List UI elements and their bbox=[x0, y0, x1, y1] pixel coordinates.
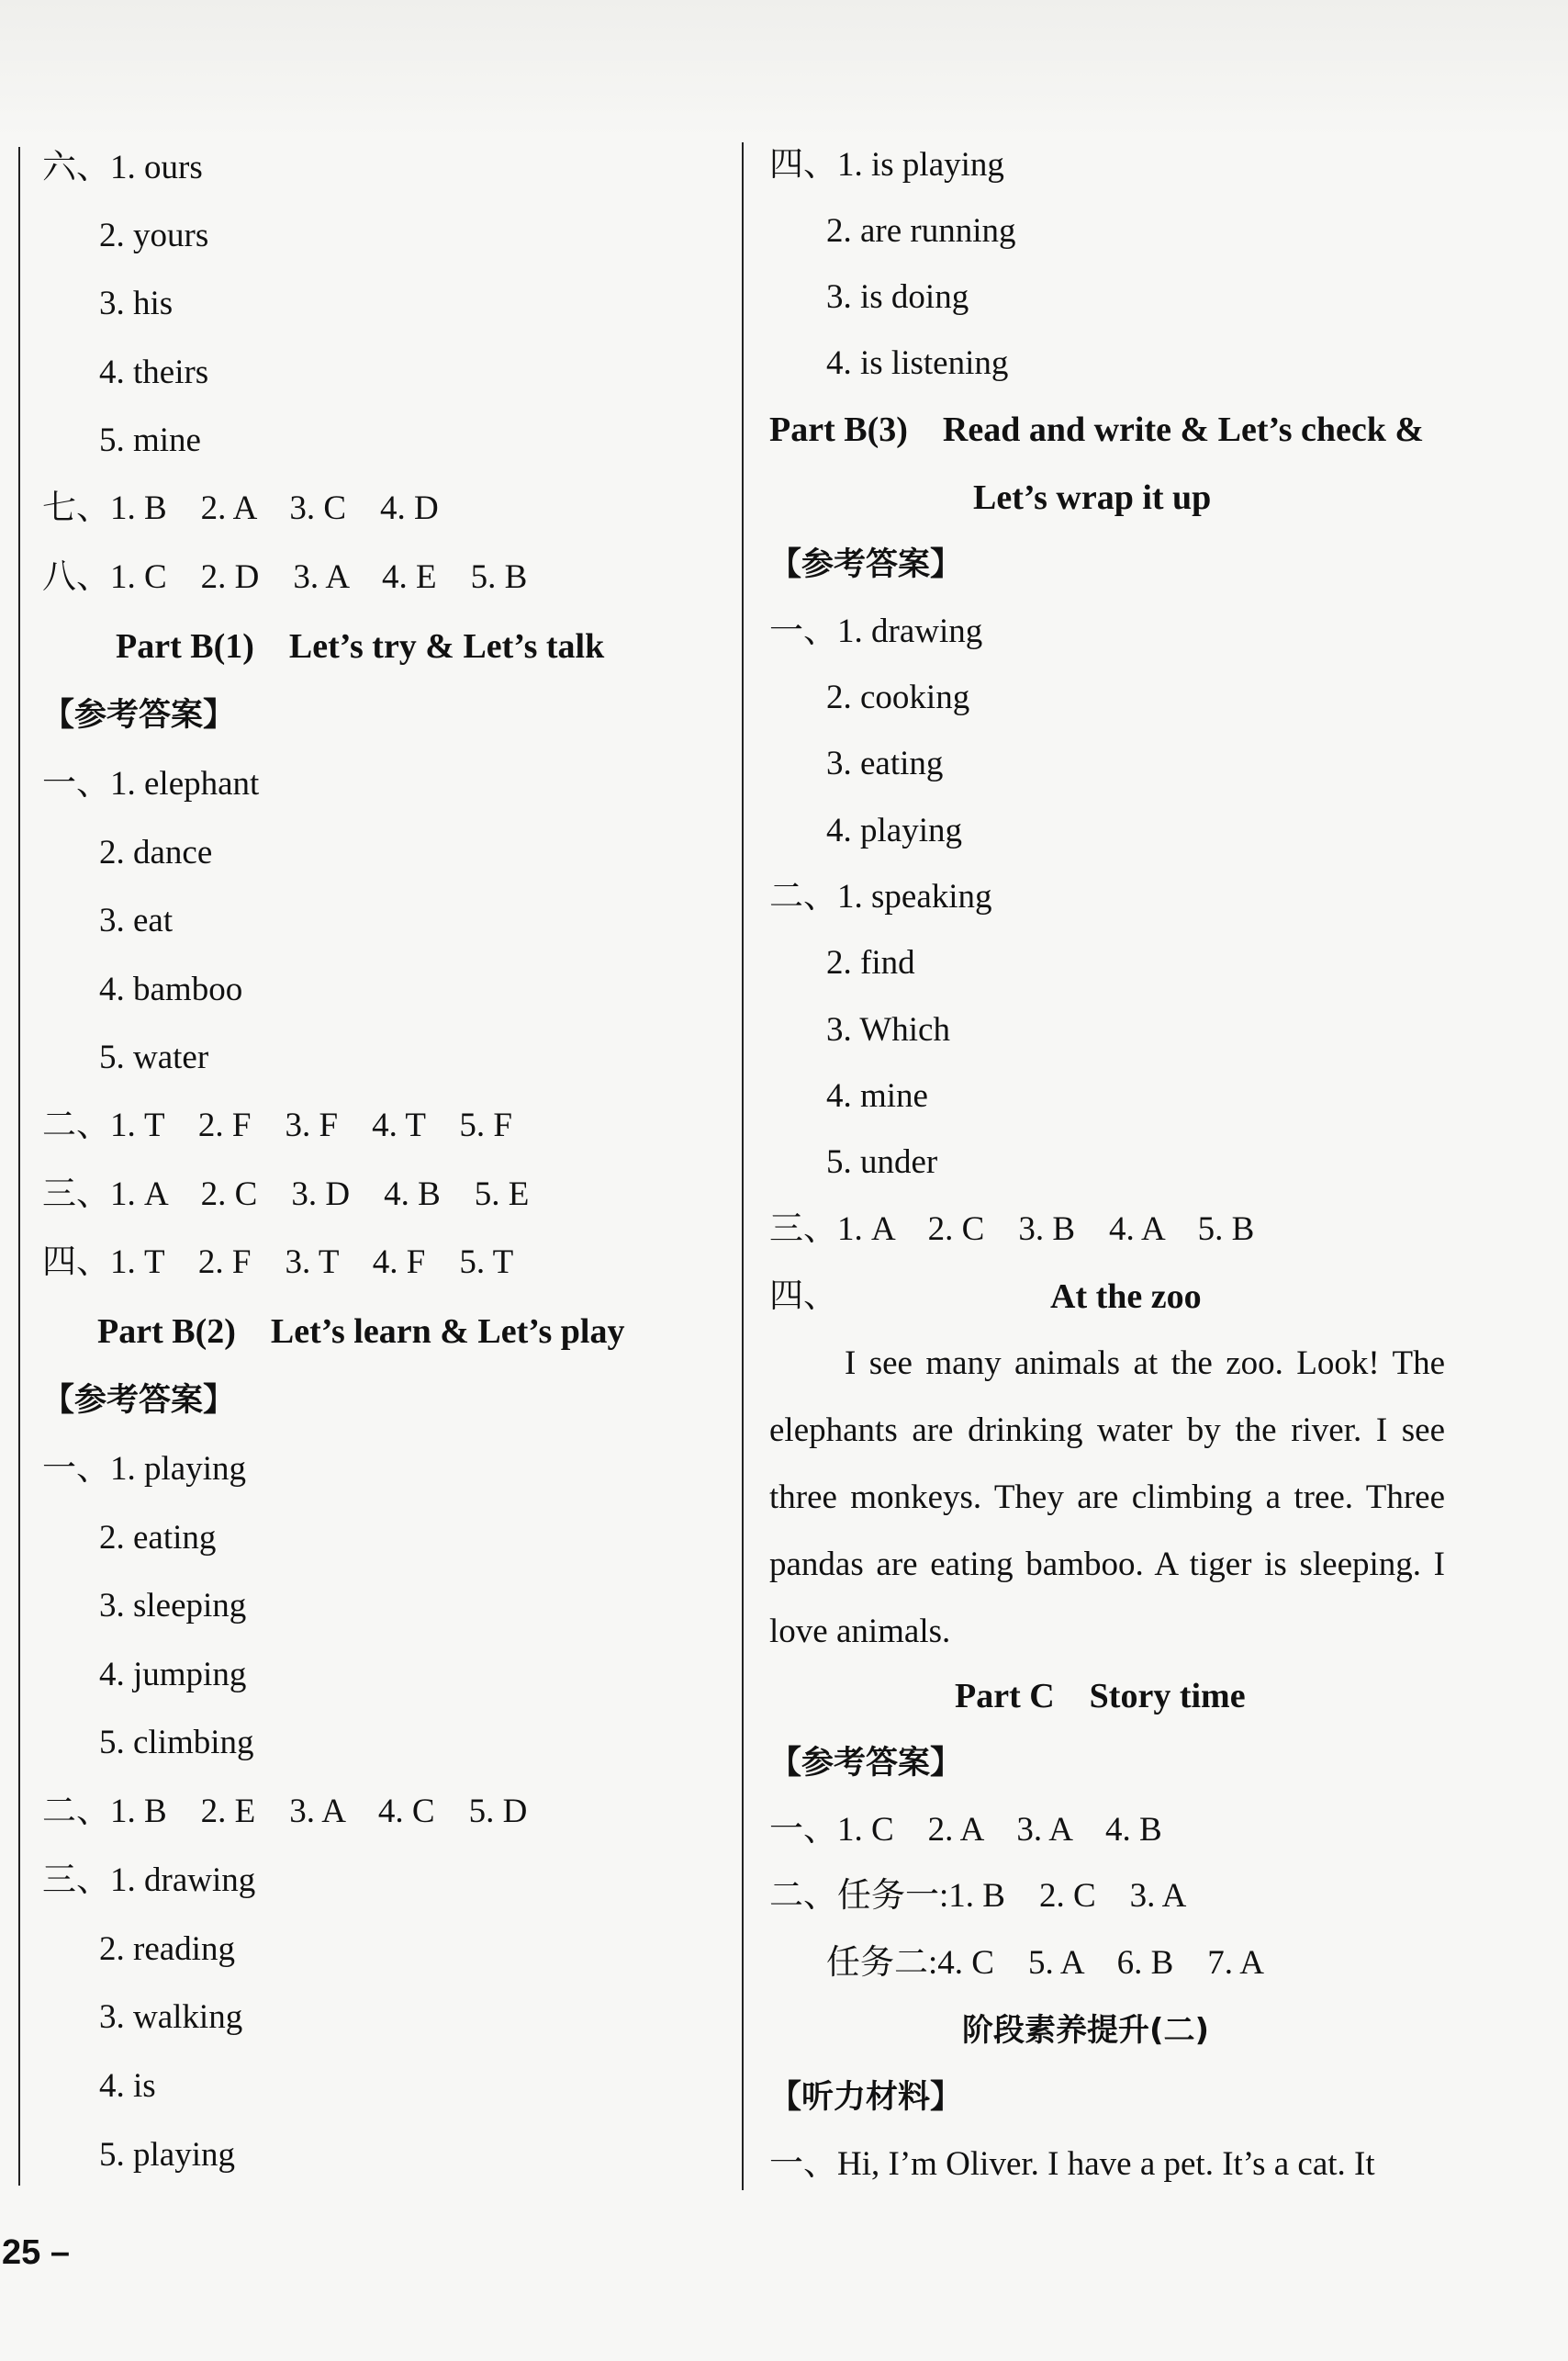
answer-line: 一、1. playing bbox=[42, 1450, 246, 1488]
column-divider bbox=[742, 142, 744, 2190]
answer-line: 2. reading bbox=[99, 1930, 235, 1968]
section-heading: 阶段素养提升(二) bbox=[962, 2012, 1210, 2049]
answer-line: 八、1. C 2. D 3. A 4. E 5. B bbox=[42, 558, 528, 596]
answer-line: 2. cooking bbox=[826, 679, 970, 716]
section-heading-cont: Let’s wrap it up bbox=[973, 478, 1212, 517]
passage-title: At the zoo bbox=[1050, 1277, 1202, 1316]
answer-line: 2. dance bbox=[99, 834, 213, 871]
answer-line: 六、1. ours bbox=[42, 149, 203, 186]
section-heading: Part B(1) Let’s try & Let’s talk bbox=[116, 627, 605, 666]
section-heading: Part C Story time bbox=[955, 1677, 1246, 1715]
answer-line: 4. theirs bbox=[99, 354, 209, 391]
answer-line: 任务二:4. C 5. A 6. B 7. A bbox=[826, 1944, 1264, 1982]
answer-line: 二、1. speaking bbox=[769, 878, 992, 916]
answer-line: 4. mine bbox=[826, 1077, 928, 1115]
answer-line: 3. his bbox=[99, 285, 174, 322]
answer-line: 二、1. T 2. F 3. F 4. T 5. F bbox=[42, 1107, 512, 1144]
answer-line: 一、1. elephant bbox=[42, 765, 260, 803]
answer-line: 5. mine bbox=[99, 422, 201, 459]
answer-line: 一、1. C 2. A 3. A 4. B bbox=[769, 1811, 1162, 1849]
answer-line: 4. playing bbox=[826, 812, 962, 849]
answer-line: 一、1. drawing bbox=[769, 613, 983, 650]
answer-line: 5. under bbox=[826, 1143, 938, 1181]
answer-line: 3. is doing bbox=[826, 278, 969, 316]
answer-line: 2. are running bbox=[826, 212, 1016, 250]
answer-line: 3. eating bbox=[826, 745, 944, 782]
page-top-shade bbox=[0, 0, 1568, 138]
answer-line: 3. walking bbox=[99, 1998, 243, 2036]
left-margin-rule bbox=[18, 147, 20, 2186]
answer-line: 三、1. A 2. C 3. D 4. B 5. E bbox=[42, 1175, 530, 1213]
passage-paragraph: I see many animals at the zoo. Look! The elephants are drinking water by the river. I see three monkeys. They are climbing a tree. Three pandas are eating bamboo. A tiger is sleeping. I love animals. bbox=[769, 1344, 1445, 1650]
answer-line: 4. is listening bbox=[826, 344, 1009, 382]
answer-line: 四、1. is playing bbox=[769, 146, 1004, 184]
answer-line: 二、任务一:1. B 2. C 3. A bbox=[769, 1877, 1187, 1915]
answer-key-label: 【参考答案】 bbox=[769, 546, 963, 583]
answer-line: 四、 bbox=[769, 1277, 837, 1315]
answer-line: 3. eat bbox=[99, 902, 174, 939]
answer-line: 2. yours bbox=[99, 217, 209, 254]
answer-line: 4. is bbox=[99, 2067, 156, 2105]
answer-line: 七、1. B 2. A 3. C 4. D bbox=[42, 489, 439, 527]
answer-line: 4. bamboo bbox=[99, 971, 243, 1008]
answer-line: 四、1. T 2. F 3. T 4. F 5. T bbox=[42, 1243, 514, 1281]
answer-key-label: 【参考答案】 bbox=[769, 1745, 963, 1782]
answer-line: 三、1. A 2. C 3. B 4. A 5. B bbox=[769, 1210, 1255, 1248]
answer-key-label: 【参考答案】 bbox=[42, 697, 236, 734]
page-number: 25 – bbox=[2, 2233, 70, 2272]
answer-line: 5. climbing bbox=[99, 1724, 254, 1761]
answer-key-label: 【参考答案】 bbox=[42, 1382, 236, 1419]
listening-line: 一、Hi, I’m Oliver. I have a pet. It’s a cat. It bbox=[769, 2145, 1375, 2183]
answer-line: 4. jumping bbox=[99, 1656, 247, 1693]
answer-line: 三、1. drawing bbox=[42, 1861, 256, 1899]
answer-line: 3. Which bbox=[826, 1011, 950, 1049]
answer-line: 5. water bbox=[99, 1039, 209, 1076]
section-heading: Part B(2) Let’s learn & Let’s play bbox=[97, 1312, 625, 1351]
answer-line: 2. find bbox=[826, 944, 915, 982]
answer-line: 2. eating bbox=[99, 1519, 217, 1557]
answer-line: 3. sleeping bbox=[99, 1587, 247, 1625]
answer-line: 二、1. B 2. E 3. A 4. C 5. D bbox=[42, 1793, 528, 1830]
listening-material-label: 【听力材料】 bbox=[769, 2079, 963, 2116]
answer-line: 5. playing bbox=[99, 2136, 235, 2174]
section-heading: Part B(3) Read and write & Let’s check & bbox=[769, 410, 1425, 449]
